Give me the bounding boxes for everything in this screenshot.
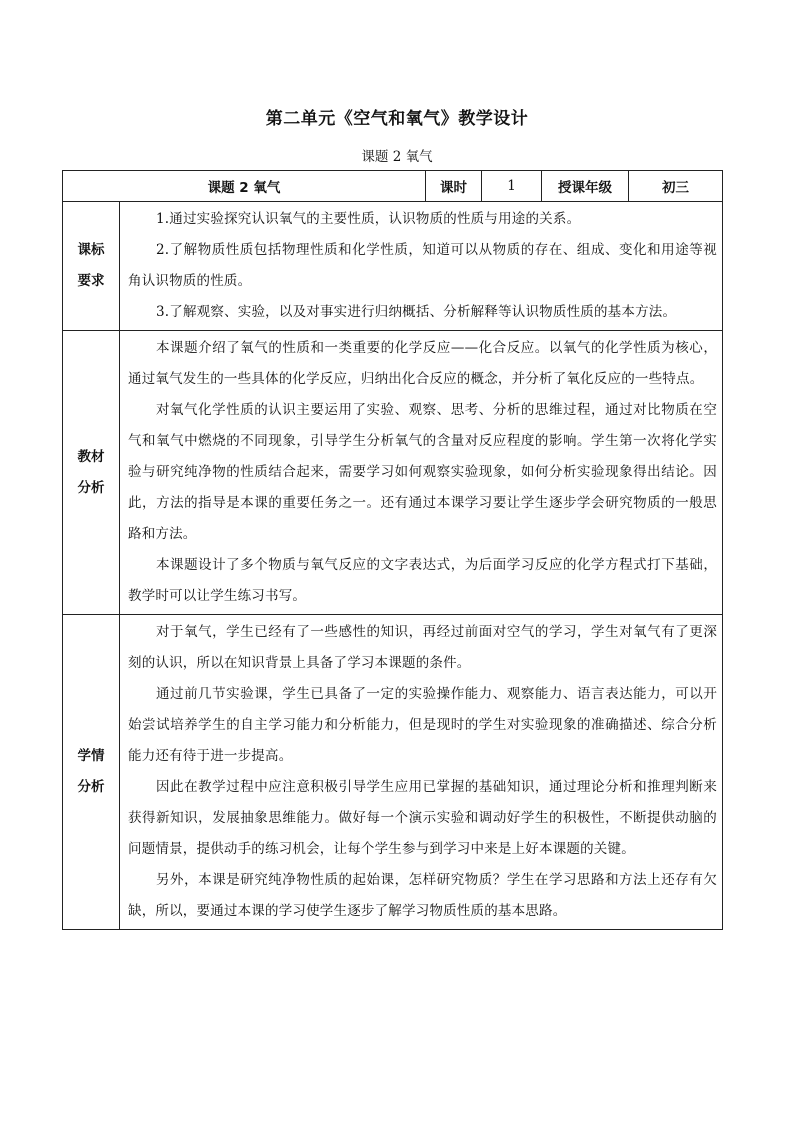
grade-label: 授课年级 — [542, 171, 629, 202]
textbook-analysis-label — [63, 331, 120, 615]
textbook-analysis-row — [63, 331, 723, 615]
standards-paragraph: 3.了解观察、实验，以及对事实进行归纳概括、分析解释等认识物质性质的基本方法。 — [156, 304, 677, 320]
student-analysis-paragraph: 另外，本课是研究纯净物性质的起始课，怎样研究物质？学生在学习思路和方法上还存有欠缺，所以，要通过本课的学习使学生逐步了解学习物质性质的基本思路。 — [128, 872, 718, 919]
textbook-analysis-paragraph: 对氧气化学性质的认识主要运用了实验、观察、思考、分析的思维过程，通过对比物质在空气和氧气中燃烧的不同现象，引导学生分析氧气的含量对反应程度的影响。学生第一次将化学实验与研究纯净物的性质结合起来，需要学习如何观察实验现象，如何分析实验现象得出结论。因此，方法的指导是本课的重要任务之一。还有通过本课学习要让学生逐步学会研究物质的一般思路和方法。 — [128, 402, 718, 542]
document-title: 第二单元《空气和氧气》教学设计 — [265, 109, 529, 129]
textbook-analysis-label-line1: 教材 — [77, 448, 105, 465]
student-analysis-paragraph: 因此在教学过程中应注意积极引导学生应用已掌握的基础知识，通过理论分析和推理判断来获得新知识，发展抽象思维能力。做好每一个演示实验和调动好学生的积极性，不断提供动脑的问题情景，提供动手的练习机会，让每个学生参与到学习中来是上好本课题的关键。 — [128, 779, 718, 857]
textbook-analysis-paragraph: 本课题介绍了氧气的性质和一类重要的化学反应——化合反应。以氧气的化学性质为核心，通过氧气发生的一些具体的化学反应，归纳出化合反应的概念，并分析了氧化反应的一些特点。 — [128, 340, 718, 387]
standards-row — [63, 202, 723, 331]
student-analysis-content — [120, 615, 723, 930]
student-analysis-label-line1: 学情 — [77, 748, 105, 764]
document-subtitle: 课题 2 氧气 — [361, 149, 433, 165]
standards-label-line2: 要求 — [77, 273, 105, 289]
lesson-plan-table — [62, 170, 723, 930]
standards-label — [63, 202, 120, 331]
textbook-analysis-label-line2: 分析 — [77, 479, 105, 496]
standards-paragraph: 1.通过实验探究认识氧气的主要性质，认识物质的性质与用途的关系。 — [156, 211, 581, 227]
textbook-analysis-paragraph: 本课题设计了多个物质与氧气反应的文字表达式，为后面学习反应的化学方程式打下基础，教学时可以让学生练习书写。 — [128, 557, 718, 604]
topic-cell: 课题 2 氧气 — [63, 171, 426, 202]
standards-paragraph: 2.了解物质性质包括物理性质和化学性质，知道可以从物质的存在、组成、变化和用途等视角认识物质的性质。 — [128, 242, 718, 289]
period-value: 1 — [482, 171, 542, 202]
standards-label-line1: 课标 — [77, 242, 105, 258]
student-analysis-label — [63, 615, 120, 930]
header-row — [63, 171, 723, 202]
student-analysis-label-line2: 分析 — [77, 779, 105, 795]
student-analysis-paragraph: 对于氧气，学生已经有了一些感性的知识，再经过前面对空气的学习，学生对氧气有了更深刻的认识，所以在知识背景上具备了学习本课题的条件。 — [128, 624, 718, 671]
textbook-analysis-content — [120, 331, 723, 615]
grade-value: 初三 — [629, 171, 723, 202]
student-analysis-paragraph: 通过前几节实验课，学生已具备了一定的实验操作能力、观察能力、语言表达能力，可以开始尝试培养学生的自主学习能力和分析能力，但是现时的学生对实验现象的准确描述、综合分析能力还有待于进一步提高。 — [128, 686, 718, 764]
standards-content — [120, 202, 723, 331]
period-label: 课时 — [426, 171, 482, 202]
student-analysis-row — [63, 615, 723, 930]
